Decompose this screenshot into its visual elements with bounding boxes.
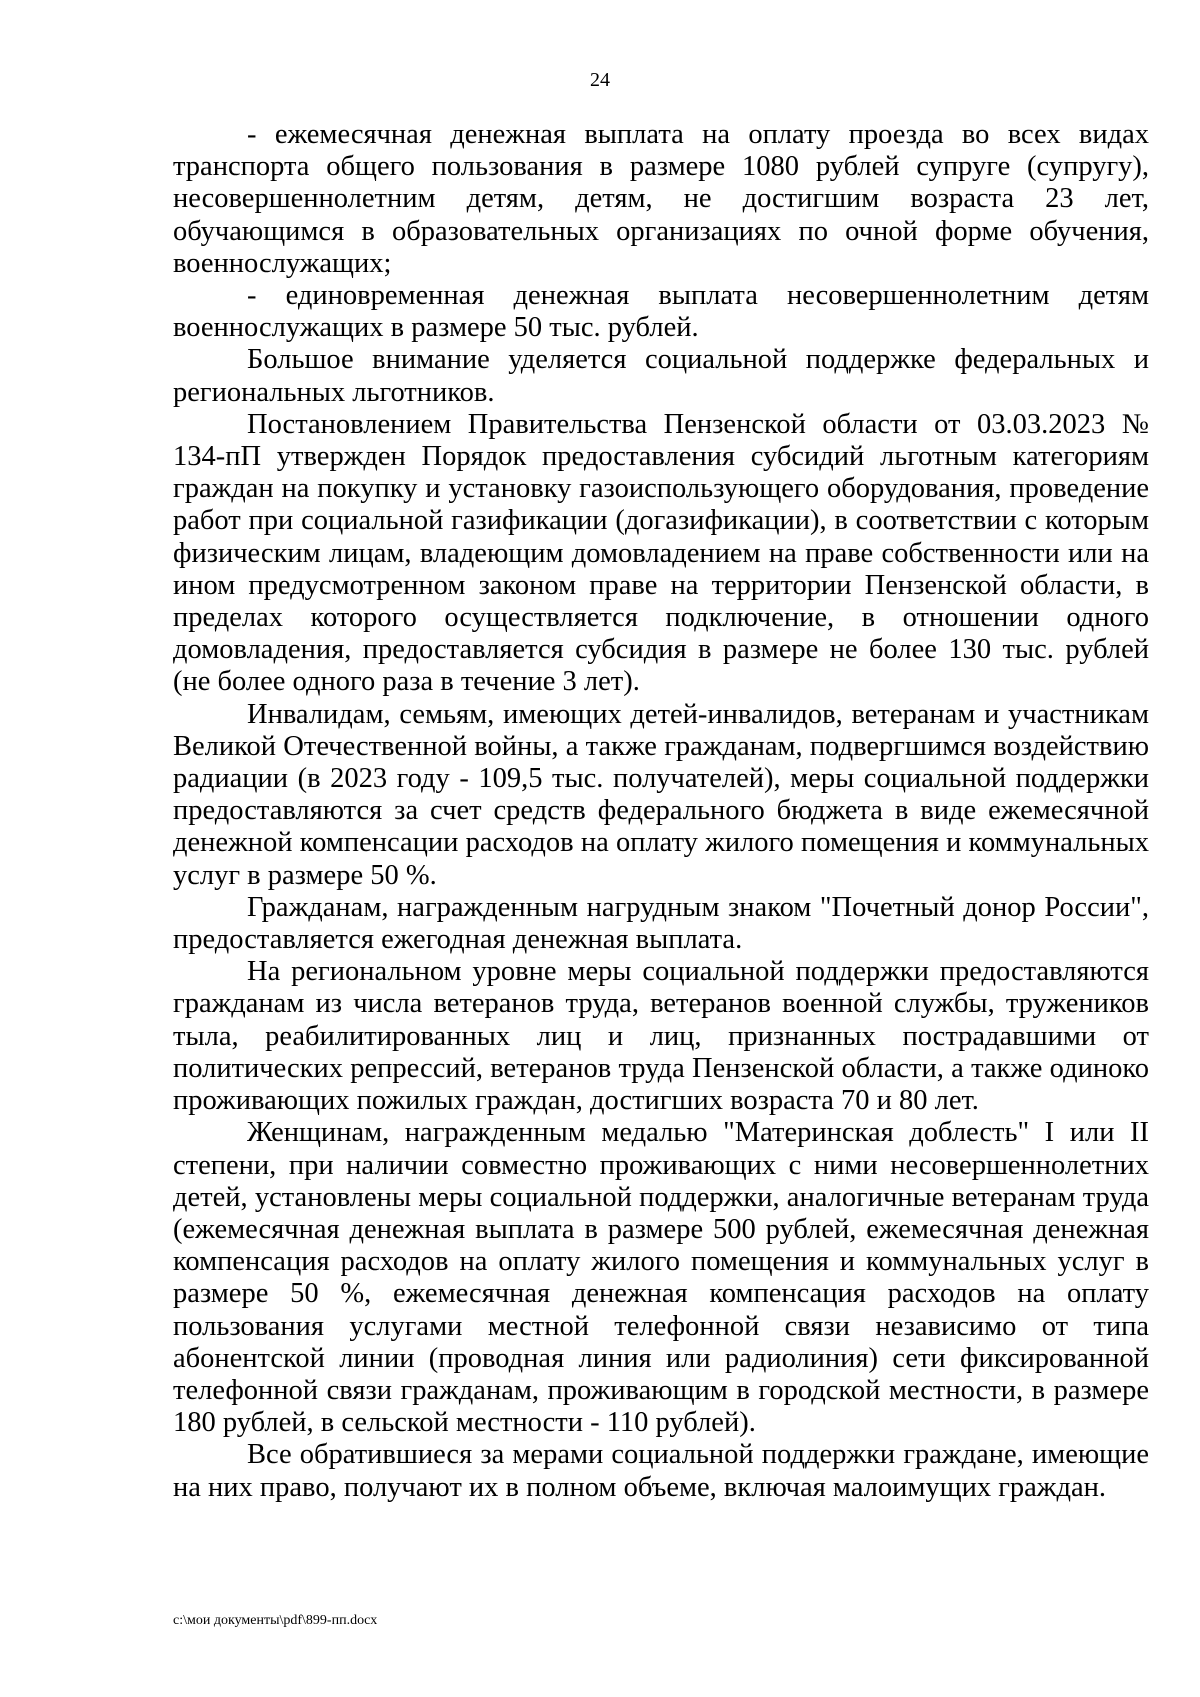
paragraph-beneficiaries-support: Большое внимание уделяется социальной поддержке федеральных и региональных льготников.: [173, 344, 1149, 408]
paragraph-one-time-payment: - единовременная денежная выплата несовершеннолетним детям военнослужащих в размере 50 тыс. рублей.: [173, 280, 1149, 344]
paragraph-regional-support: На региональном уровне меры социальной поддержки предоставляются гражданам из числа ветеранов труда, ветеранов военной службы, тружеников тыла, реабилитированных лиц и лиц, признанных пострадавшими от политических репрессий, ветеранов труда Пензенской области, а также одиноко проживающих пожилых граждан, достигших возраста 70 и 80 лет.: [173, 956, 1149, 1117]
paragraph-full-coverage: Все обратившиеся за мерами социальной поддержки граждане, имеющие на них право, получают их в полном объеме, включая малоимущих граждан.: [173, 1439, 1149, 1503]
paragraph-transport-payment: - ежемесячная денежная выплата на оплату проезда во всех видах транспорта общего пользования в размере 1080 рублей супруге (супругу), несовершеннолетним детям, детям, не достигшим возраста 23 лет, обучающимся в образовательных организациях по очной форме обучения, военнослужащих;: [173, 119, 1149, 279]
footer-file-path: c:\мои документы\pdf\899-пп.docx: [173, 1613, 378, 1628]
page-number: 24: [590, 69, 610, 91]
paragraph-disabled-compensation: Инвалидам, семьям, имеющих детей-инвалидов, ветеранам и участникам Великой Отечественной войны, а также гражданам, подвергшимся воздействию радиации (в 2023 году - 109,5 тыс. получателей), меры социальной поддержки предоставляются за счет средств федерального бюджета в виде ежемесячной денежной компенсации расходов на оплату жилого помещения и коммунальных услуг в размере 50 %.: [173, 698, 1149, 891]
paragraph-gas-subsidy: Постановлением Правительства Пензенской области от 03.03.2023 № 134-пП утвержден Порядок предоставления субсидий льготным категориям граждан на покупку и установку газоиспользующего оборудования, проведение работ при социальной газификации (догазификации), в соответствии с которым физическим лицам, владеющим домовладением на праве собственности или на ином предусмотренном законом праве на территории Пензенской области, в пределах которого осуществляется подключение, в отношении одного домовладения, предоставляется субсидия в размере не более 130 тыс. рублей (не более одного раза в течение 3 лет).: [173, 408, 1149, 698]
document-body: [173, 119, 1149, 1504]
paragraph-honorary-donor: Гражданам, награжденным нагрудным знаком "Почетный донор России", предоставляется ежегодная денежная выплата.: [173, 891, 1149, 956]
paragraph-mother-heroine: Женщинам, награжденным медалью "Материнская доблесть" I или II степени, при наличии совместно проживающих с ними несовершеннолетних детей, установлены меры социальной поддержки, аналогичные ветеранам труда (ежемесячная денежная выплата в размере 500 рублей, ежемесячная денежная компенсация расходов на оплату жилого помещения и коммунальных услуг в размере 50 %, ежемесячная денежная компенсация расходов на оплату пользования услугами местной телефонной связи независимо от типа абонентской линии (проводная линия или радиолиния) сети фиксированной телефонной связи гражданам, проживающим в городской местности, в размере 180 рублей, в сельской местности - 110 рублей).: [173, 1117, 1149, 1439]
